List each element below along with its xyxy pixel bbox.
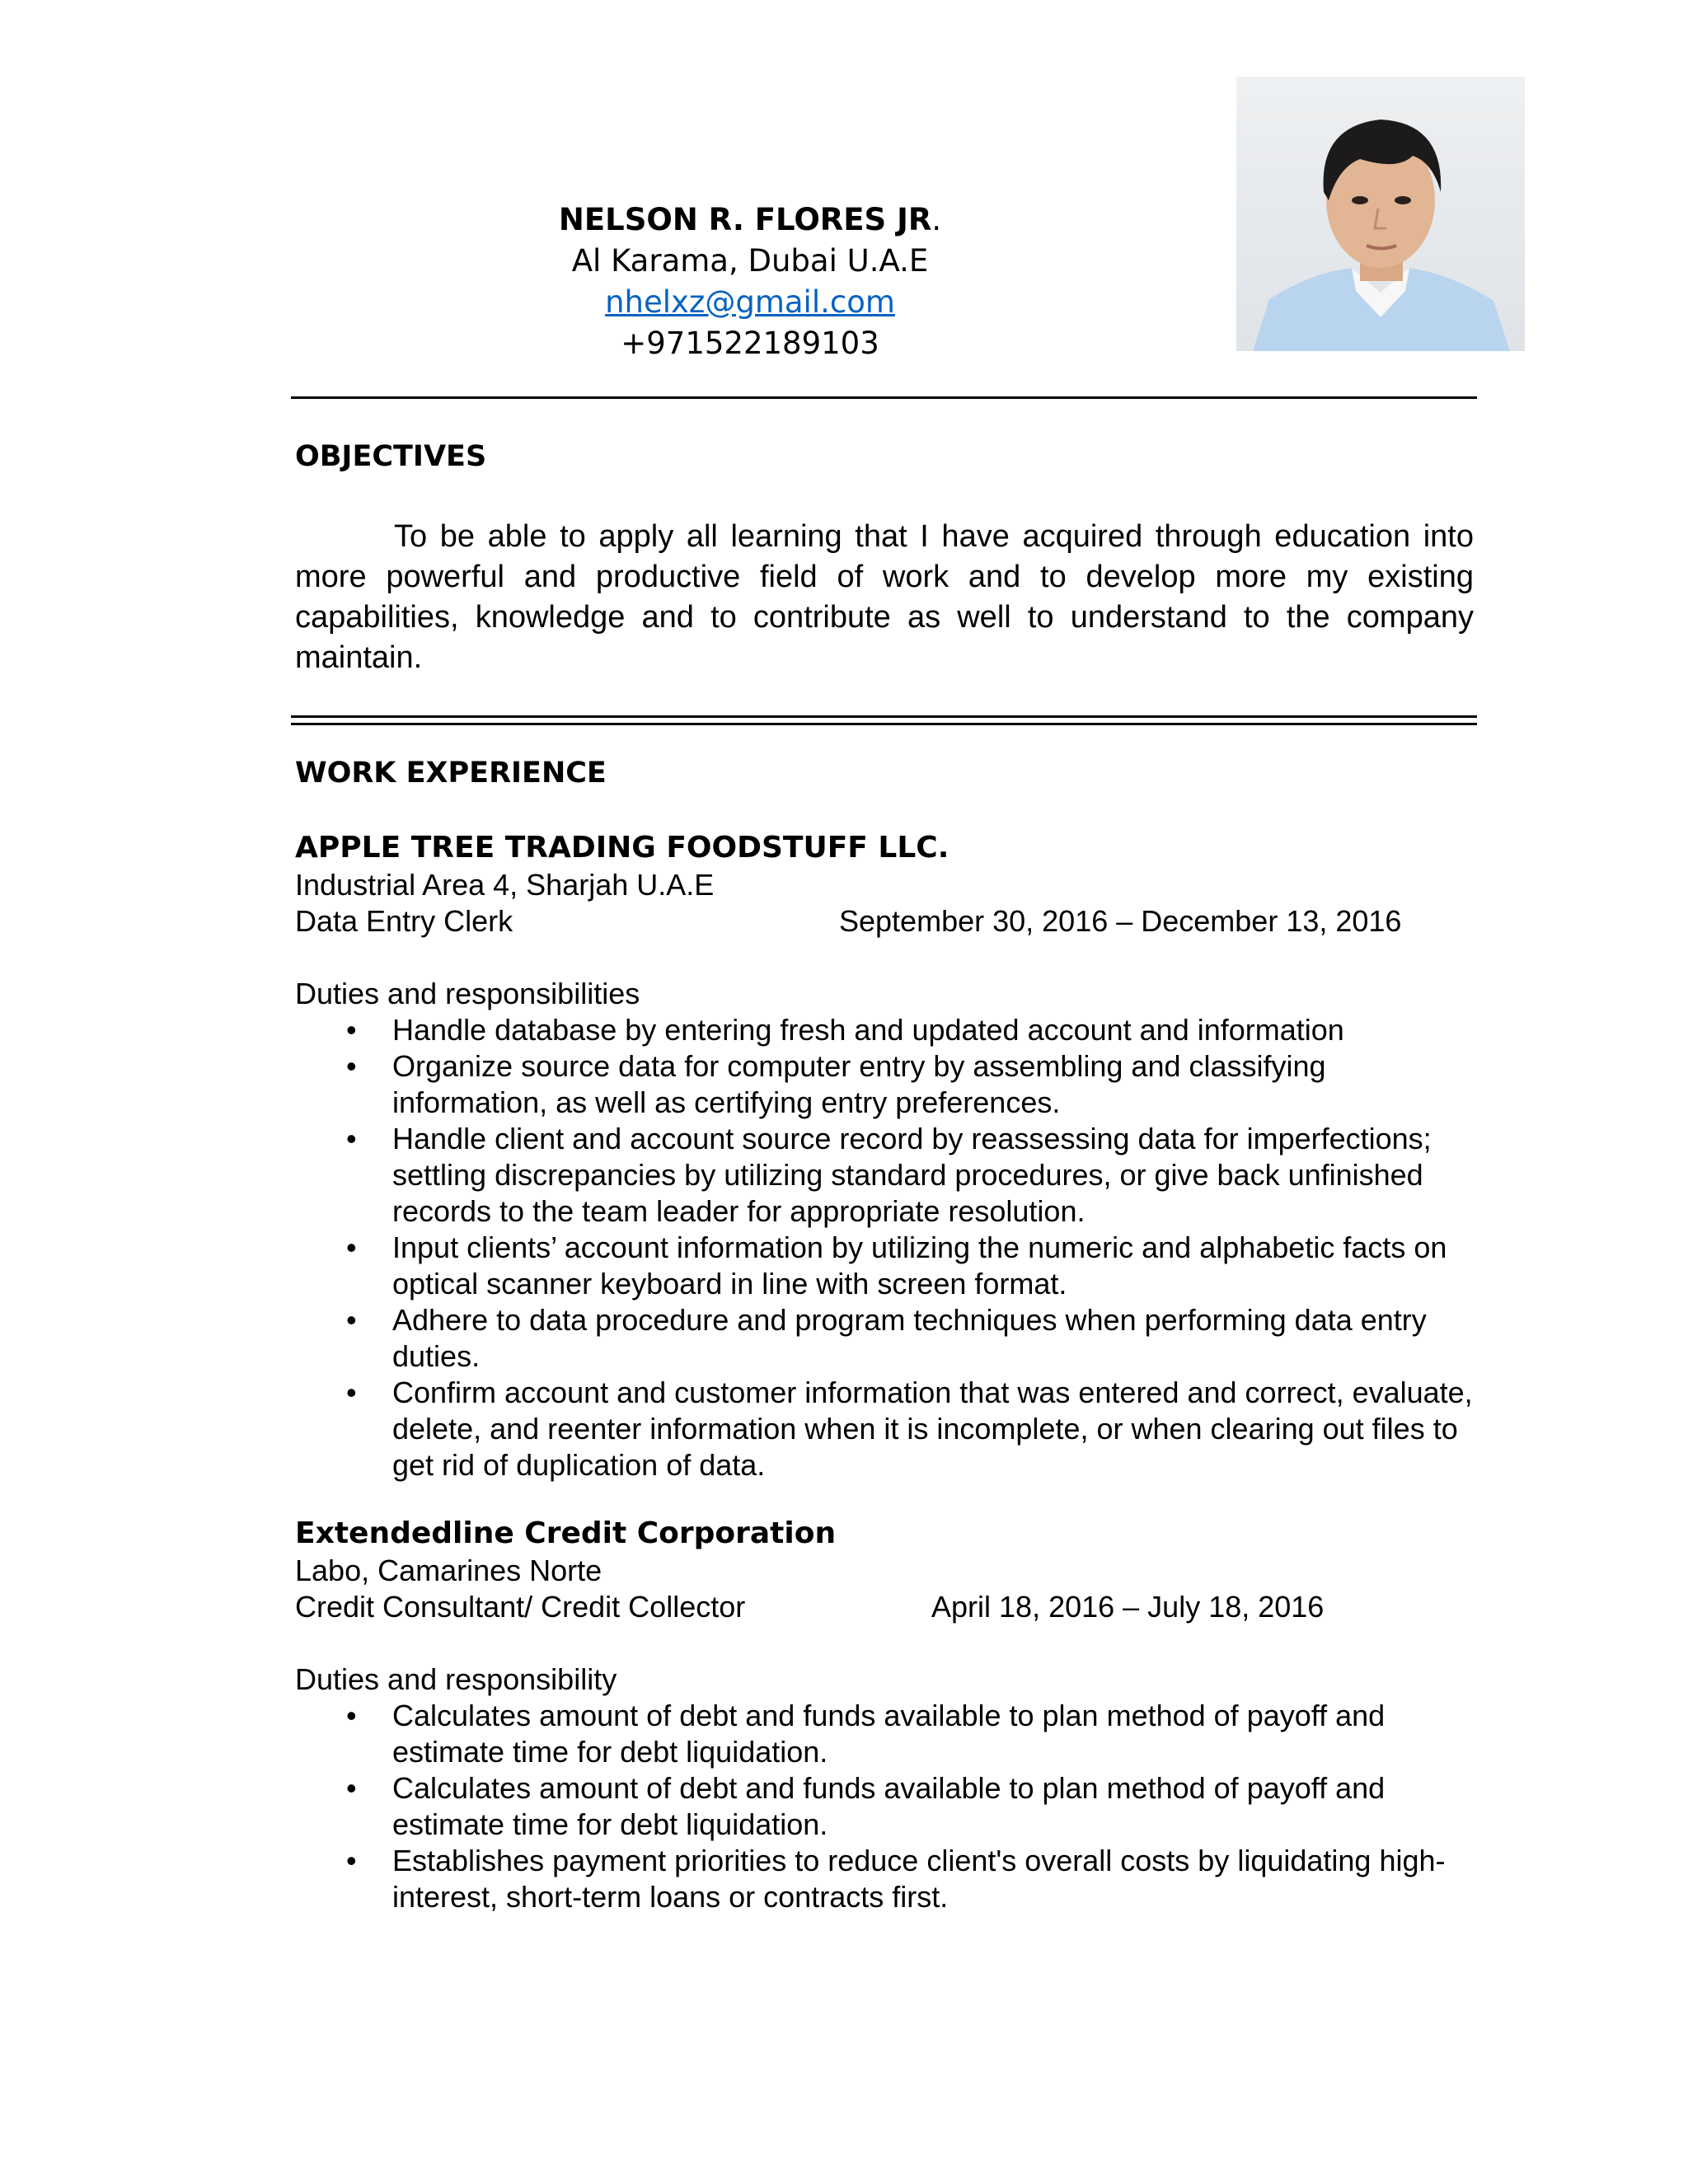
duties-label: Duties and responsibility [295, 1662, 617, 1696]
position-row [295, 1589, 1482, 1625]
list-item: • Calculates amount of debt and funds available to plan method of payoff and estimate time for debt liquidation. [346, 1771, 1386, 1841]
duties-list [295, 1698, 1482, 1915]
duties-label: Duties and responsibilities [295, 977, 640, 1010]
phone-number: +971522189103 [621, 326, 879, 361]
job-entry-2 [295, 1515, 1482, 1915]
list-item: • Handle client and account source record by reassessing data for imperfections; settling discrepancies by utilizing standard procedures, or give back unfinished records to the team leader for appropriate resolution. [346, 1122, 1432, 1228]
objectives-heading: OBJECTIVES [295, 440, 487, 473]
position-title: Credit Consultant/ Credit Collector [295, 1590, 746, 1624]
work-experience-heading: WORK EXPERIENCE [295, 757, 607, 790]
list-item: • Adhere to data procedure and program techniques when performing data entry duties. [346, 1303, 1427, 1373]
employment-dates: September 30, 2016 – December 13, 2016 [839, 904, 1402, 938]
email-link[interactable]: nhelxz@gmail.com [605, 284, 895, 320]
profile-photo [1236, 77, 1525, 351]
list-item: • Establishes payment priorities to reduce client's overall costs by liquidating high-interest, short-term loans or contracts first. [346, 1844, 1446, 1914]
list-item: • Confirm account and customer information that was entered and correct, evaluate, delete, and reenter information when it is incomplete, or when clearing out files to get rid of duplication of data. [346, 1376, 1473, 1482]
company-name: APPLE TREE TRADING FOODSTUFF LLC. [295, 831, 950, 865]
company-location: Labo, Camarines Norte [295, 1554, 603, 1587]
employment-dates: April 18, 2016 – July 18, 2016 [931, 1590, 1325, 1624]
list-item: • Input clients’ account information by utilizing the numeric and alphabetic facts on optical scanner keyboard in line with screen format. [346, 1230, 1447, 1301]
header-divider [291, 396, 1477, 399]
list-item: • Calculates amount of debt and funds available to plan method of payoff and estimate time for debt liquidation. [346, 1699, 1386, 1769]
list-item: • Handle database by entering fresh and updated account and information [346, 1013, 1344, 1047]
company-location: Industrial Area 4, Sharjah U.A.E [295, 868, 715, 902]
objectives-paragraph: To be able to apply all learning that I have acquired through education into more powerful and productive field of work and to develop more my existing capabilities, knowledge and to contribute as well to understand to the company maintain. [295, 519, 1474, 675]
duties-list [295, 1012, 1482, 1483]
company-name: Extendedline Credit Corporation [295, 1516, 837, 1550]
objectives-divider [291, 715, 1477, 725]
job-entry-1 [295, 829, 1482, 1483]
contact-header [462, 199, 1039, 364]
position-row [295, 903, 1482, 940]
position-title: Data Entry Clerk [295, 904, 513, 938]
applicant-name: NELSON R. FLORES JR. [558, 202, 942, 237]
list-item: • Organize source data for computer entry by assembling and classifying information, as well as certifying entry preferences. [346, 1049, 1326, 1119]
address: Al Karama, Dubai U.A.E [571, 243, 929, 279]
